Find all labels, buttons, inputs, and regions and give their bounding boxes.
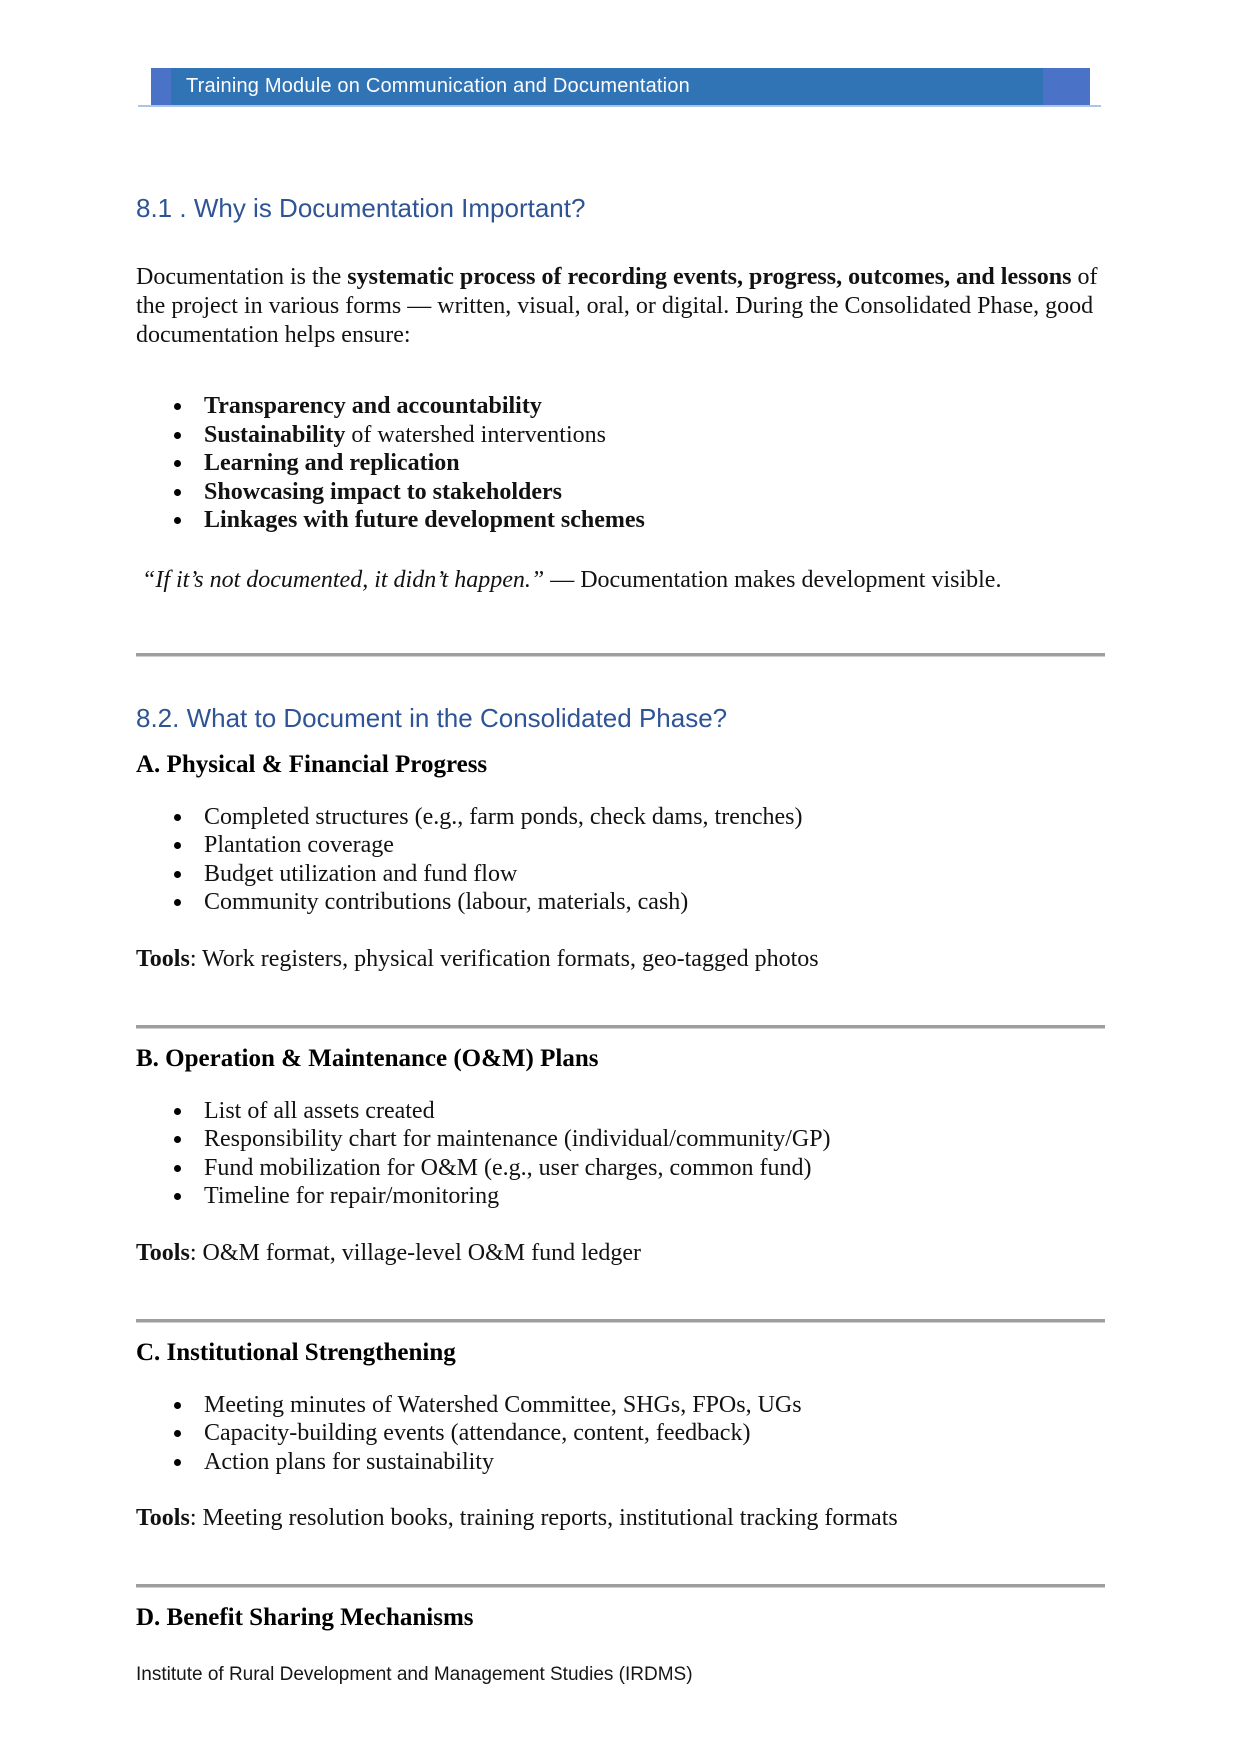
intro-bold: systematic process of recording events, progress, outcomes, and lessons [347,264,1072,290]
section-divider [136,1025,1105,1029]
subsection-list [136,1097,1105,1211]
header-title: Training Module on Communication and Documentation [186,75,690,97]
list-item: Meeting minutes of Watershed Committee, SHGs, FPOs, UGs [136,1391,1105,1420]
list-item: Learning and replication [136,449,1105,478]
subsection-title: B. Operation & Maintenance (O&M) Plans [136,1044,599,1072]
header-bar [138,68,1101,107]
intro-post: of the project in various forms — written, visual, oral, or digital. During the Consolidated Phase, good documentation helps ensure: [136,264,1098,348]
intro-paragraph [136,263,1105,350]
quote-italic: “If it’s not documented, it didn’t happen.” [142,566,545,593]
list-item: Completed structures (e.g., farm ponds, check dams, trenches) [136,803,1105,832]
list-item: List of all assets created [136,1097,1105,1126]
subsection-title: A. Physical & Financial Progress [136,750,488,778]
list-item: Capacity-building events (attendance, content, feedback) [136,1419,1105,1448]
list-item: Linkages with future development schemes [136,506,1105,535]
tools-text: : O&M format, village-level O&M fund ledger [189,1239,642,1266]
section-divider [136,1584,1105,1588]
quote-line [136,566,1105,595]
list-item: Action plans for sustainability [136,1448,1105,1477]
subsection-title: D. Benefit Sharing Mechanisms [136,1604,474,1631]
header-title-cell [171,68,1043,105]
list-item: Responsibility chart for maintenance (individual/community/GP) [136,1125,1105,1154]
subsection [136,749,1105,1029]
list-item: Fund mobilization for O&M (e.g., user charges, common fund) [136,1154,1105,1183]
subsections-container [136,749,1105,1635]
tools-line [136,945,1105,973]
list-item: Plantation coverage [136,831,1105,860]
list-item: Budget utilization and fund flow [136,860,1105,889]
quote-rest: — Documentation makes development visible. [544,566,1002,593]
section-8-1-heading: 8.1 . Why is Documentation Important? [136,193,586,223]
header-accent-right [1043,68,1090,105]
tools-label: Tools [136,945,190,972]
list-item: Community contributions (labour, materials, cash) [136,888,1105,917]
section-divider [136,1319,1105,1323]
section-8-2-heading: 8.2. What to Document in the Consolidated Phase? [136,702,728,733]
tools-line [136,1239,1105,1267]
tools-label: Tools [136,1239,190,1266]
benefits-list [136,392,1105,535]
tools-text: : Work registers, physical verification formats, geo-tagged photos [189,945,819,972]
tools-line [136,1504,1105,1532]
page-content [136,191,1105,1686]
subsection [136,1602,1105,1634]
subsection-list [136,1391,1105,1477]
list-item: Showcasing impact to stakeholders [136,478,1105,507]
header-banner [151,68,1090,105]
subsection-title: C. Institutional Strengthening [136,1338,456,1366]
subsection-list [136,803,1105,917]
list-item: Sustainability of watershed interventions [136,421,1105,450]
list-item: Timeline for repair/monitoring [136,1182,1105,1211]
header-accent-left [151,68,171,105]
subsection [136,1043,1105,1323]
tools-text: : Meeting resolution books, training reports, institutional tracking formats [189,1505,898,1531]
footer-text: Institute of Rural Development and Management Studies (IRDMS) [136,1664,693,1685]
tools-label: Tools [136,1505,190,1531]
intro-pre: Documentation is the [136,264,348,290]
list-item: Transparency and accountability [136,392,1105,421]
section-divider [136,653,1105,657]
subsection [136,1337,1105,1589]
